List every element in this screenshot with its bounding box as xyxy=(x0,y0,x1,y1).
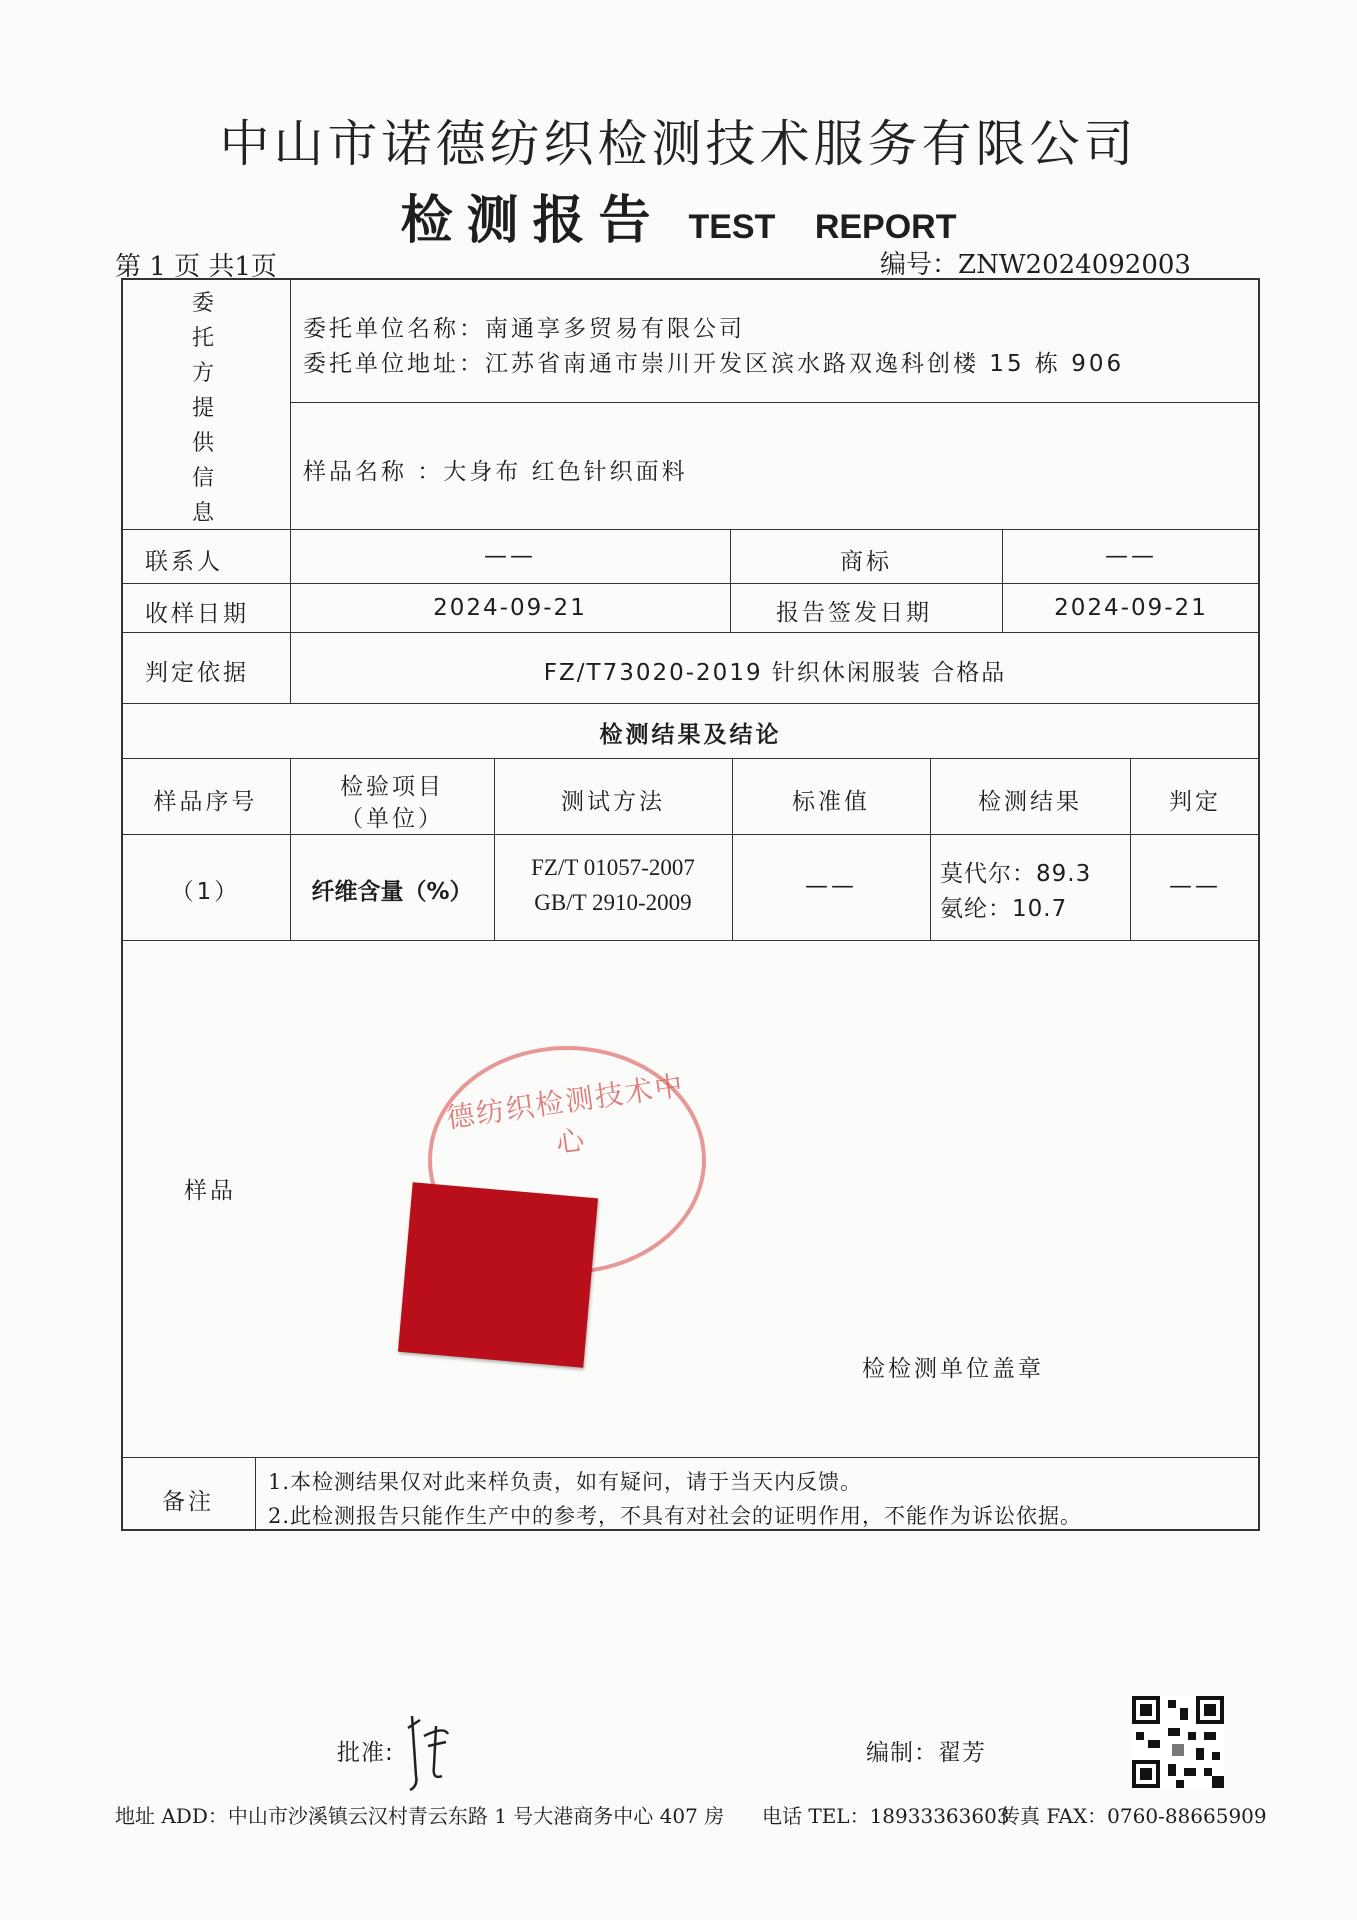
header-item-unit: （单位） xyxy=(340,806,444,832)
approver-signature xyxy=(398,1706,458,1792)
qr-code xyxy=(1132,1696,1224,1788)
compiler: 编制：翟芳 xyxy=(866,1740,986,1766)
row-result-1: 莫代尔：89.3 xyxy=(940,861,1092,887)
client-name: 委托单位名称：南通享多贸易有限公司 xyxy=(303,316,745,342)
contact-value: —— xyxy=(484,543,536,569)
brand-label: 商标 xyxy=(840,549,892,575)
report-title xyxy=(0,178,1357,253)
row-sample-no: （1） xyxy=(170,879,241,905)
sample-label: 样品 xyxy=(184,1178,236,1204)
approve-label: 批准: xyxy=(337,1740,394,1766)
report-title-en: TEST REPORT xyxy=(688,208,957,246)
company-name: 中山市诺德纺织检测技术服务有限公司 xyxy=(219,115,1138,173)
report-title-zh: 检测报告 xyxy=(400,191,665,251)
remark-line-1: 1.本检测结果仅对此来样负责，如有疑问，请于当天内反馈。 xyxy=(268,1470,863,1494)
remark-line-2: 2.此检测报告只能作生产中的参考，不具有对社会的证明作用，不能作为诉讼依据。 xyxy=(268,1504,1083,1528)
row-method-1: FZ/T 01057-2007 xyxy=(531,855,695,880)
report-number: 编号：ZNW2024092003 xyxy=(880,250,1191,280)
contact-label: 联系人 xyxy=(145,549,223,575)
row-method-2: GB/T 2910-2009 xyxy=(534,890,692,915)
receive-date-value: 2024-09-21 xyxy=(433,595,587,621)
results-section-title: 检测结果及结论 xyxy=(599,722,782,748)
footer-tel: 电话 TEL：18933363603 xyxy=(762,1804,1010,1828)
footer-address: 地址 ADD：中山市沙溪镇云汉村青云东路 1 号大港商务中心 407 房 xyxy=(115,1804,725,1828)
header-result: 检测结果 xyxy=(978,789,1082,815)
receive-date-label: 收样日期 xyxy=(145,601,249,627)
remarks-label: 备注 xyxy=(162,1489,214,1515)
page-info: 第 1 页 共1页 xyxy=(115,252,277,282)
fabric-sample-swatch xyxy=(398,1182,598,1368)
issue-date-label: 报告签发日期 xyxy=(776,600,932,626)
basis-value: FZ/T73020-2019 针织休闲服装 合格品 xyxy=(543,660,1007,686)
issue-date-value: 2024-09-21 xyxy=(1054,595,1208,621)
client-side-label: 委 托 方 提 供 信 息 xyxy=(191,291,214,526)
header-judgement: 判定 xyxy=(1169,789,1221,815)
client-address: 委托单位地址：江苏省南通市崇川开发区滨水路双逸科创楼 15 栋 906 xyxy=(303,351,1125,377)
row-standard: —— xyxy=(805,873,857,899)
header-method: 测试方法 xyxy=(561,789,665,815)
row-item: 纤维含量（%） xyxy=(311,879,473,905)
row-result-2: 氨纶：10.7 xyxy=(940,896,1068,922)
header-sample-no: 样品序号 xyxy=(153,789,258,815)
row-judgement: —— xyxy=(1169,873,1221,899)
footer-fax: 传真 FAX：0760-88665909 xyxy=(1000,1804,1267,1828)
basis-label: 判定依据 xyxy=(145,660,249,686)
sample-name: 样品名称 ：大身布 红色针织面料 xyxy=(303,459,688,485)
seal-text: 德纺织检测技术中心 xyxy=(444,1068,687,1160)
header-standard: 标准值 xyxy=(792,789,870,815)
stamp-label: 检检测单位盖章 xyxy=(862,1356,1044,1382)
header-item: 检验项目 xyxy=(340,774,444,800)
brand-value: —— xyxy=(1105,543,1157,569)
